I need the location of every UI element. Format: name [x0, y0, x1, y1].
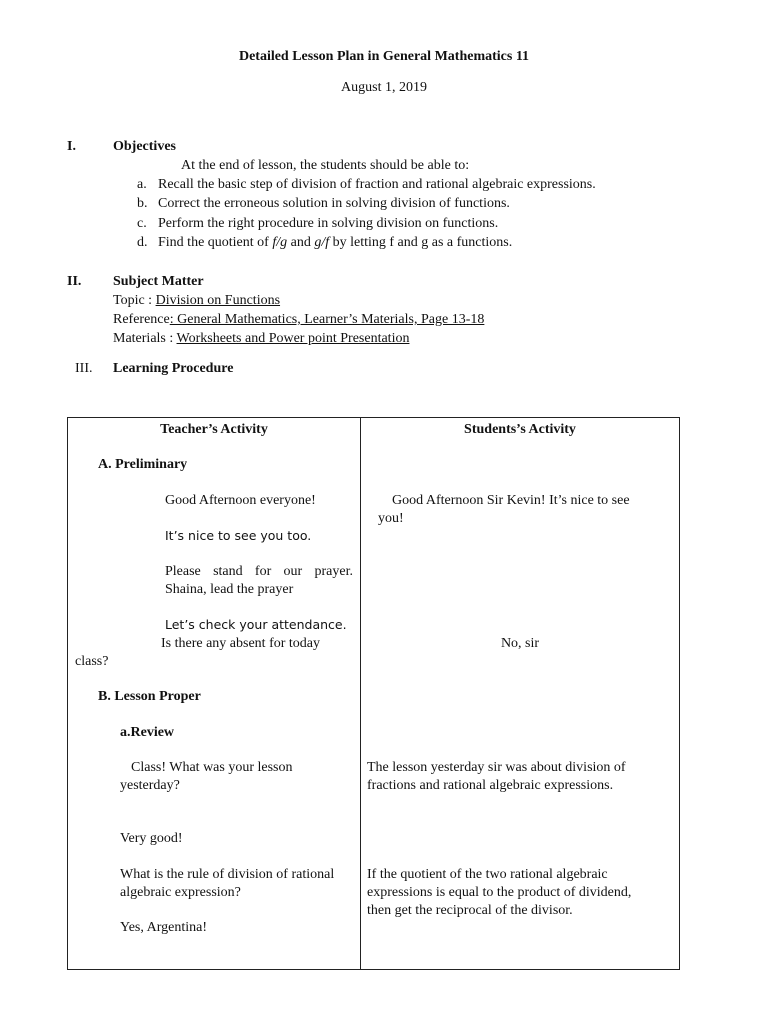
materials-value: Worksheets and Power point Presentation: [176, 331, 410, 346]
f-over-g: f/g: [272, 235, 288, 250]
section-number-objectives: I.: [67, 139, 76, 154]
teacher-question1-line2: yesterday?: [120, 778, 180, 793]
topic-line: [113, 291, 280, 310]
objective-letter-b: b.: [137, 196, 148, 211]
document-title: Detailed Lesson Plan in General Mathematics 11: [238, 49, 530, 64]
reference-value: : General Mathematics, Learner’s Materials, Page 13-18: [169, 312, 485, 327]
teacher-question2-line2: algebraic expression?: [120, 885, 241, 900]
review-heading: a.Review: [120, 725, 175, 740]
teacher-question1-line1: Class! What was your lesson: [131, 760, 293, 775]
objectives-heading: Objectives: [113, 139, 176, 154]
activity-table: [67, 417, 680, 970]
teacher-yes-argentina: Yes, Argentina!: [120, 920, 207, 935]
objective-item-c: Perform the right procedure in solving division on functions.: [158, 216, 499, 231]
teacher-prayer-line2: Shaina, lead the prayer: [165, 582, 294, 597]
teacher-attendance: Let’s check your attendance.: [165, 617, 347, 632]
reference-label: Reference: [113, 312, 170, 327]
teacher-prayer-line1: Please stand for our prayer.: [165, 564, 353, 579]
objective-letter-a: a.: [137, 177, 147, 192]
student-greeting-line2: you!: [378, 511, 404, 526]
teacher-question2-line1: What is the rule of division of rational: [120, 867, 335, 882]
section-number-subject-matter: II.: [67, 274, 82, 289]
column-divider: [360, 418, 361, 969]
student-rule-line2: expressions is equal to the product of dividend,: [367, 885, 632, 900]
document-date: August 1, 2019: [341, 80, 427, 95]
materials-label: Materials :: [113, 331, 177, 346]
g-over-f: g/f: [314, 235, 330, 250]
objective-item-a: Recall the basic step of division of fraction and rational algebraic expressions.: [158, 177, 596, 192]
reference-line: [113, 310, 484, 329]
subject-matter-heading: Subject Matter: [113, 274, 204, 289]
teacher-absent-line2: class?: [75, 654, 109, 669]
topic-value: Division on Functions: [155, 293, 281, 308]
teacher-greeting: Good Afternoon everyone!: [165, 493, 316, 508]
teacher-nice-to-see: It’s nice to see you too.: [165, 528, 312, 543]
student-lesson-line1: The lesson yesterday sir was about division of: [367, 760, 626, 775]
learning-procedure-heading: Learning Procedure: [113, 361, 234, 376]
preliminary-heading: A. Preliminary: [98, 457, 188, 472]
student-no-sir: No, sir: [500, 636, 540, 651]
student-rule-line3: then get the reciprocal of the divisor.: [367, 903, 573, 918]
materials-line: [113, 329, 409, 348]
section-number-learning-procedure: III.: [75, 361, 93, 376]
student-activity-header: Students’s Activity: [464, 422, 576, 437]
lesson-proper-heading: B. Lesson Proper: [98, 689, 201, 704]
objective-item-b: Correct the erroneous solution in solving division of functions.: [158, 196, 510, 211]
objective-letter-c: c.: [137, 216, 147, 231]
student-rule-line1: If the quotient of the two rational algebraic: [367, 867, 608, 882]
objective-letter-d: d.: [137, 235, 148, 250]
teacher-absent-line1: Is there any absent for today: [161, 636, 320, 651]
objectives-intro: At the end of lesson, the students should be able to:: [181, 158, 470, 173]
teacher-very-good: Very good!: [120, 831, 183, 846]
topic-label: Topic :: [113, 293, 156, 308]
objective-item-d: Find the quotient of f/g and g/f by letting f and g as a functions.: [158, 235, 513, 250]
student-lesson-line2: fractions and rational algebraic expressions.: [367, 778, 614, 793]
student-greeting-line1: Good Afternoon Sir Kevin! It’s nice to see: [392, 493, 630, 508]
teacher-activity-header: Teacher’s Activity: [160, 422, 268, 437]
